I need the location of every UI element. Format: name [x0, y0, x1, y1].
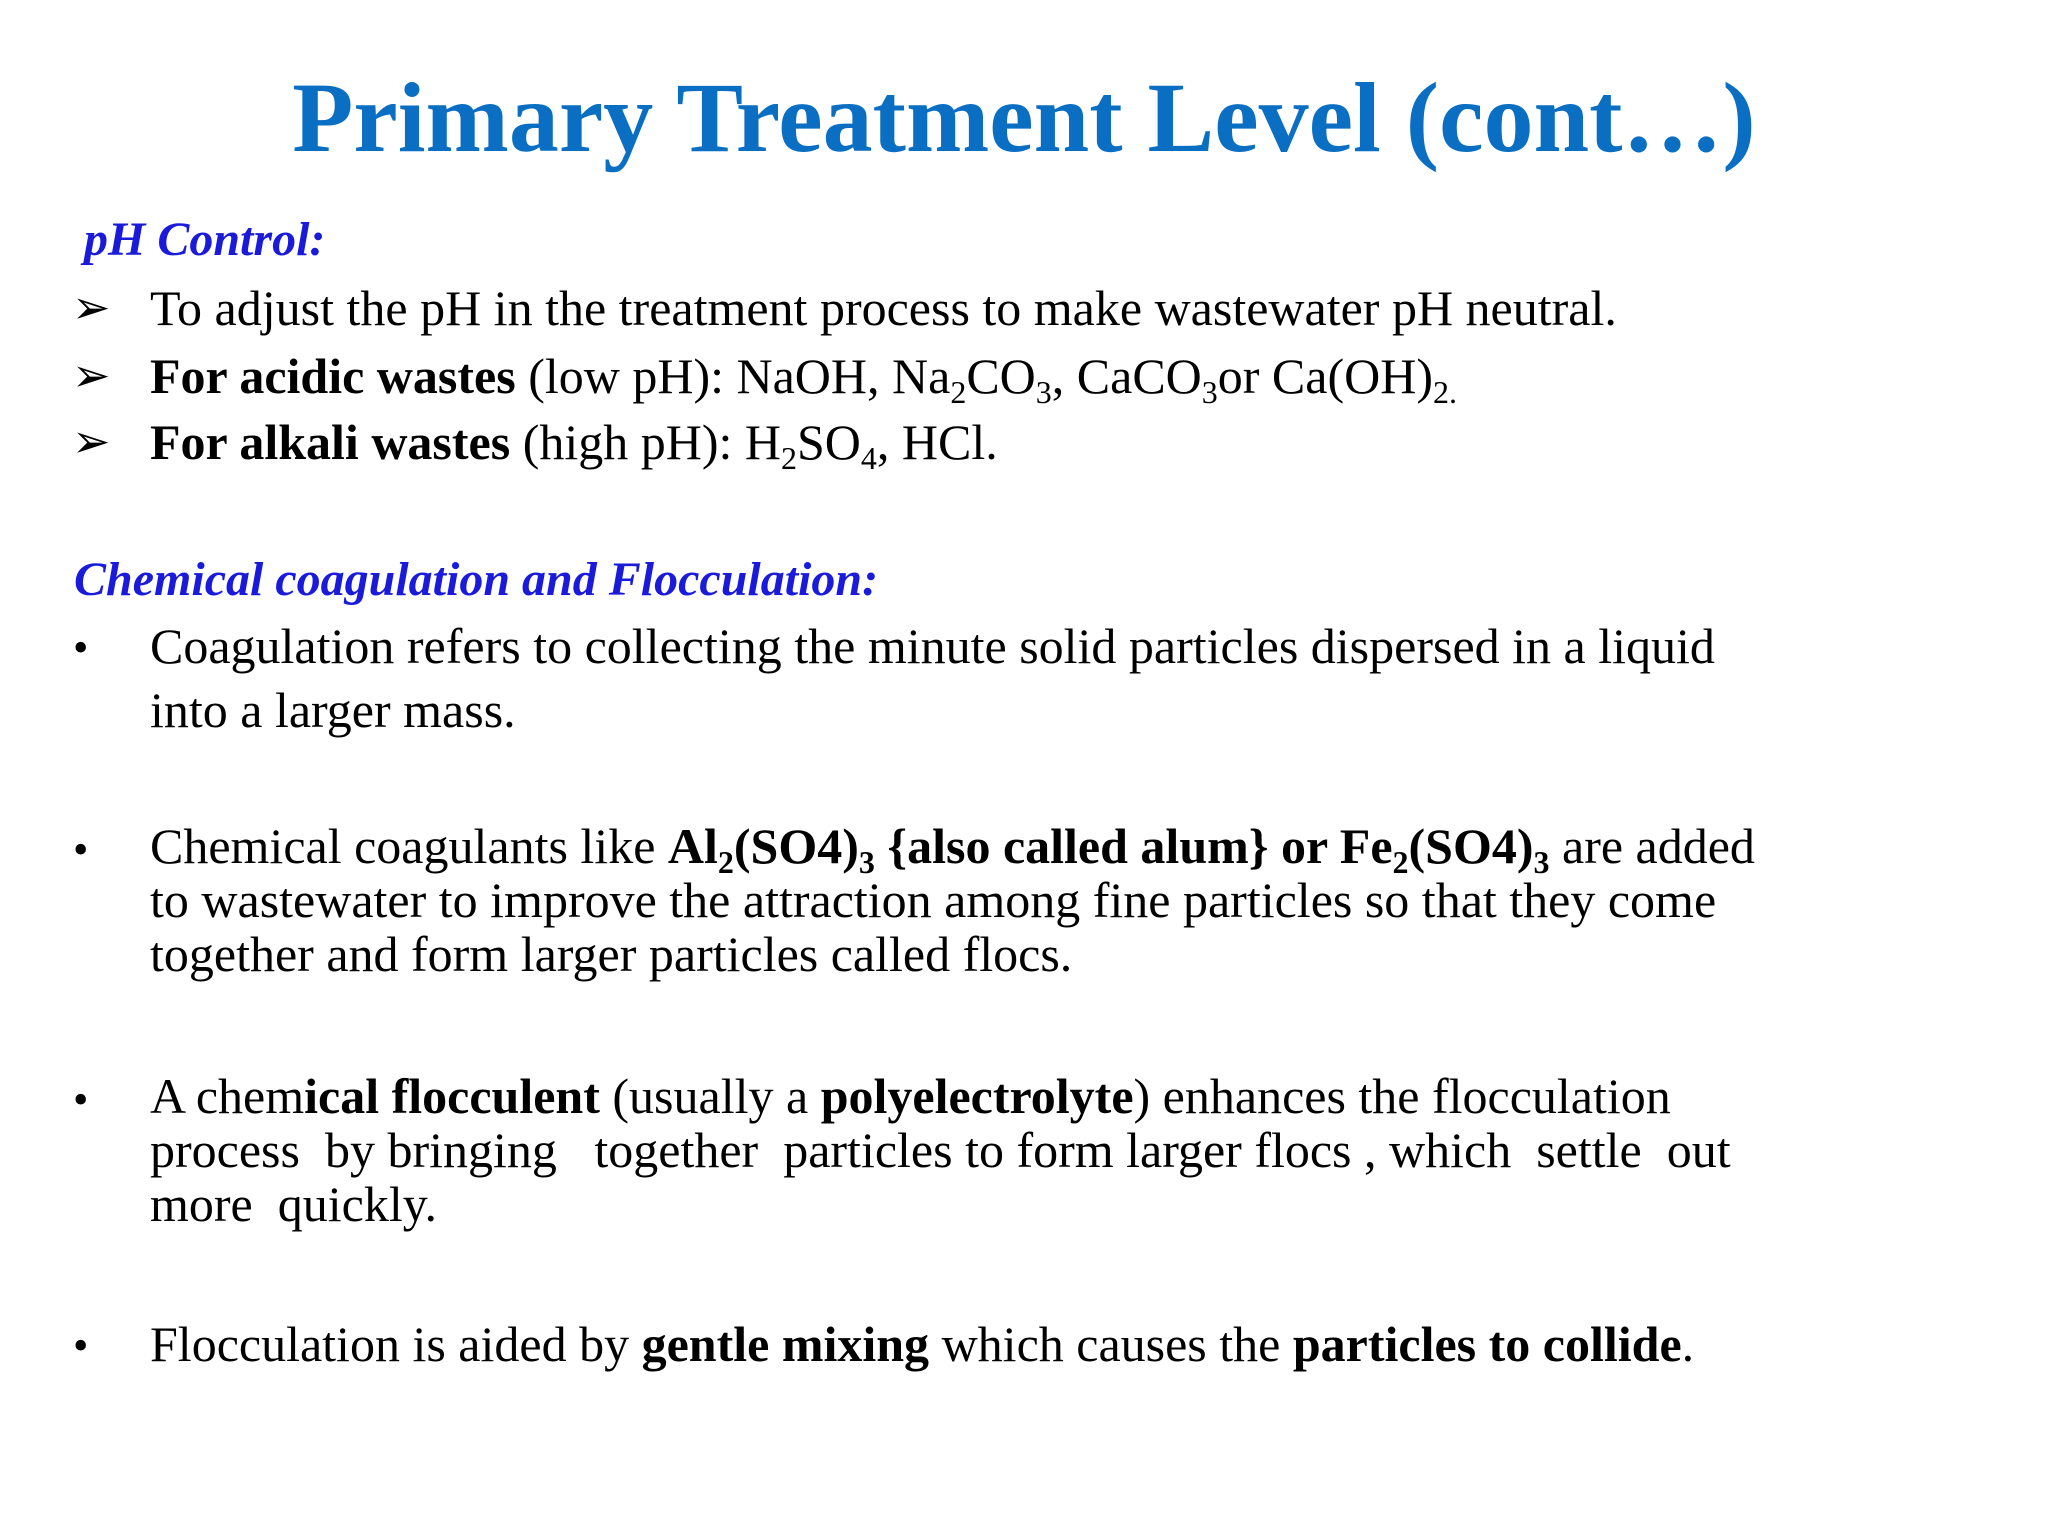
text-run: Chemical coagulants like: [150, 818, 668, 874]
subscript: 4: [860, 440, 877, 476]
subscript: 2: [781, 440, 797, 476]
coagulation-heading: Chemical coagulation and Flocculation:: [74, 553, 879, 606]
bold-run: (SO4): [1408, 818, 1534, 874]
subscript: 2: [1392, 844, 1409, 880]
subscript: 2: [950, 374, 967, 410]
bold-run: (SO4): [733, 818, 859, 874]
subscript: 3: [1035, 374, 1052, 410]
ph-item-acidic: [150, 348, 1457, 410]
bullet-icon: •: [73, 1321, 89, 1370]
text-run: or Ca(OH): [1217, 348, 1433, 404]
coag-p2-line3: together and form larger particles called flocs.: [150, 926, 1073, 982]
slide-title: Primary Treatment Level (cont…): [292, 62, 1756, 173]
bold-run: polyelectrolyte: [820, 1068, 1134, 1124]
text-run: , CaCO: [1051, 348, 1202, 404]
text-run: CO: [966, 348, 1036, 404]
bold-run: Al: [667, 818, 718, 874]
subscript: 2: [717, 844, 734, 880]
text-run: .: [1681, 1316, 1695, 1372]
coag-p2-line2: to wastewater to improve the attraction among fine particles so that they come: [150, 872, 1717, 928]
coag-p1-line1: Coagulation refers to collecting the minute solid particles dispersed in a liquid: [150, 618, 1715, 674]
text-run: which causes the: [929, 1316, 1293, 1372]
text-run: Flocculation is aided by: [150, 1316, 642, 1372]
subscript: 3: [1533, 844, 1550, 880]
text-run: A chem: [150, 1068, 305, 1124]
bold-run: gentle mixing: [641, 1316, 930, 1372]
bold-run: {also called alum} or Fe: [874, 818, 1393, 874]
text-run: are added: [1549, 818, 1755, 874]
bullet-icon: •: [73, 623, 89, 672]
ph-item-alkali: [150, 414, 998, 476]
coag-p3-line1: [150, 1070, 1671, 1123]
text-run: , HCl.: [876, 414, 998, 470]
coag-p1-line2: into a larger mass.: [150, 682, 516, 738]
alkali-label: For alkali wastes: [150, 414, 511, 470]
text-run: SO: [797, 414, 861, 470]
acidic-label: For acidic wastes: [150, 348, 516, 404]
coag-p3-line2: process by bringing together particles to form larger flocs , which settle out: [150, 1122, 1731, 1178]
text-run: ) enhances the flocculation: [1133, 1068, 1671, 1124]
bold-run: particles to collide: [1292, 1316, 1682, 1372]
arrow-bullet-icon: ➢: [72, 350, 111, 401]
arrow-bullet-icon: ➢: [72, 416, 111, 467]
subscript: 3: [1201, 374, 1218, 410]
subscript: 2.: [1433, 374, 1457, 410]
bullet-icon: •: [73, 1075, 89, 1124]
arrow-bullet-icon: ➢: [72, 282, 111, 333]
subscript: 3: [858, 844, 875, 880]
text-run: (low pH): NaOH, Na: [515, 348, 951, 404]
text-run: (usually a: [599, 1068, 821, 1124]
text-run: (high pH): H: [510, 414, 781, 470]
bold-run: ical flocculent: [304, 1068, 600, 1124]
ph-item-adjust: To adjust the pH in the treatment process to make wastewater pH neutral.: [150, 280, 1617, 336]
coag-p2-line1: [150, 818, 1755, 880]
ph-control-heading: pH Control:: [84, 213, 326, 266]
coag-p4-line1: [150, 1316, 1694, 1372]
bullet-icon: •: [73, 825, 89, 874]
coag-p3-line3: more quickly.: [150, 1176, 437, 1232]
